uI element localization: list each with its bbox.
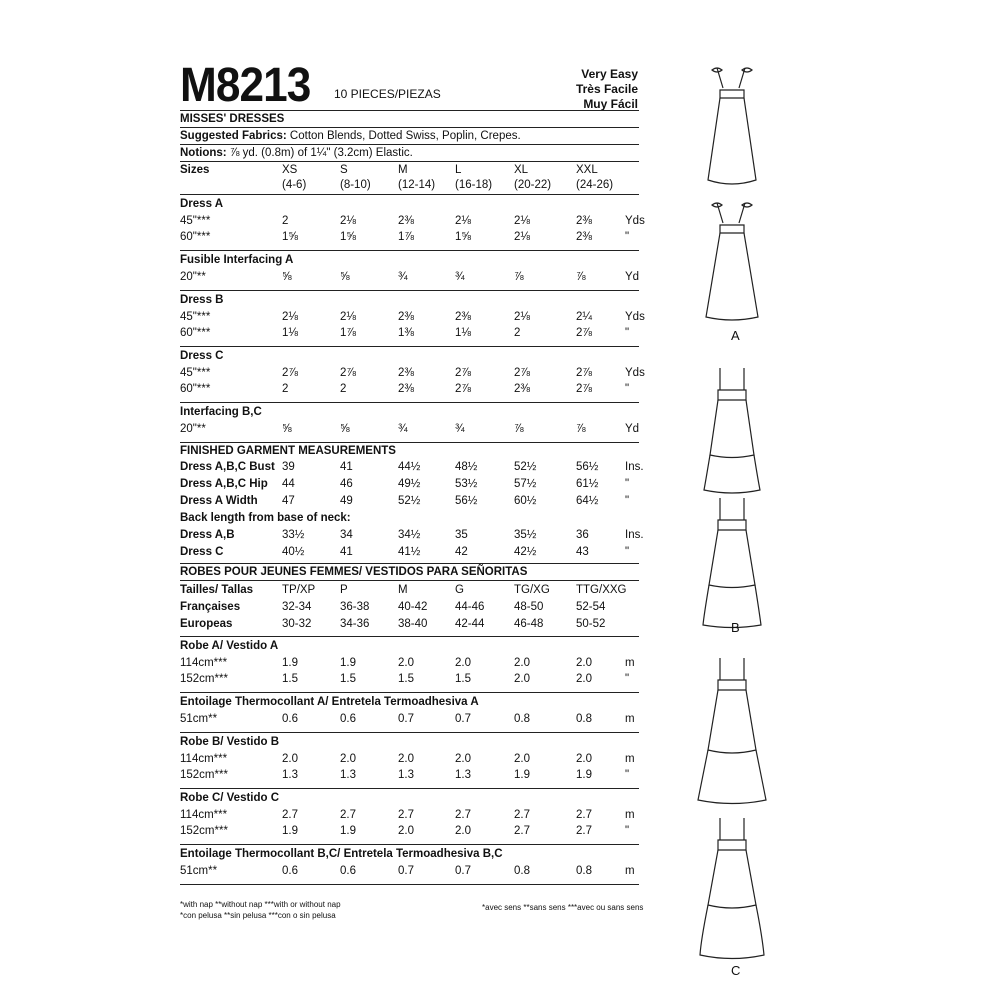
table-cell: 1.9 (282, 657, 298, 669)
divider-line (180, 580, 639, 581)
table-cell: 2.0 (455, 657, 471, 669)
table-cell: 34½ (398, 529, 421, 541)
table-cell: 2⅞ (576, 367, 592, 379)
dress-b-front-sketch (704, 368, 760, 493)
row-label: 45"*** (180, 215, 211, 227)
table-cell: TTG/XXG (576, 584, 627, 596)
dress-a-front-sketch (708, 68, 756, 184)
table-cell: M (398, 584, 408, 596)
table-cell: ⅞ (576, 271, 586, 283)
table-cell: 0.8 (514, 713, 530, 725)
divider-line (180, 127, 639, 128)
view-label-a: A (731, 328, 740, 343)
table-cell: 1⅞ (398, 231, 414, 243)
table-cell: 49½ (398, 478, 421, 490)
table-cell: 1.5 (282, 673, 298, 685)
table-cell: 40-42 (398, 601, 428, 613)
divider-line (180, 194, 639, 195)
section-title: Entoilage Thermocollant B,C/ Entretela Termoadhesiva B,C (180, 848, 503, 860)
table-cell: ⅝ (282, 423, 292, 435)
table-cell: 2⅞ (576, 383, 592, 395)
table-cell: 1.3 (340, 769, 356, 781)
table-cell: 43 (576, 546, 589, 558)
back-length-title: Back length from base of neck: (180, 512, 351, 524)
table-cell: 42-44 (455, 618, 485, 630)
table-cell: 2.7 (576, 825, 592, 837)
table-cell: 2.7 (455, 809, 471, 821)
table-cell: 2⅜ (455, 311, 471, 323)
row-label: 45"*** (180, 367, 211, 379)
table-cell: 1.9 (340, 825, 356, 837)
row-label: Dress C (180, 546, 224, 558)
fashion-illustrations (690, 60, 790, 985)
size-range: (4-6) (282, 179, 307, 191)
size-range: (20-22) (514, 179, 552, 191)
table-cell: ¾ (398, 423, 408, 435)
table-cell: 0.8 (576, 713, 592, 725)
section-title: Fusible Interfacing A (180, 254, 294, 266)
size-name: XS (282, 164, 298, 176)
pattern-title: MISSES' DRESSES (180, 113, 285, 125)
table-cell: 1⅛ (282, 327, 298, 339)
metric-title: ROBES POUR JEUNES FEMMES/ VESTIDOS PARA SEÑORITAS (180, 566, 528, 578)
table-cell: 1.3 (398, 769, 414, 781)
difficulty-en: Very Easy (581, 67, 638, 81)
view-label-b: B (731, 620, 740, 635)
section-title: Dress A (180, 198, 224, 210)
unit-cell: " (625, 478, 630, 490)
divider-line (180, 844, 639, 845)
row-label: 51cm** (180, 865, 218, 877)
table-cell: 49 (340, 495, 353, 507)
table-cell: 2⅜ (398, 383, 414, 395)
unit-cell: Ins. (625, 461, 644, 473)
table-cell: 2.0 (340, 753, 356, 765)
table-cell: 44-46 (455, 601, 485, 613)
fabrics-line: Suggested Fabrics: Cotton Blends, Dotted Swiss, Poplin, Crepes. (180, 130, 521, 142)
table-cell: 2⅜ (398, 311, 414, 323)
unit-cell: Yds (625, 311, 645, 323)
divider-line (180, 884, 639, 885)
unit-cell: m (625, 753, 635, 765)
unit-cell: " (625, 825, 630, 837)
size-range: (24-26) (576, 179, 614, 191)
unit-cell: Yds (625, 367, 645, 379)
dress-sketches (690, 60, 790, 980)
unit-cell: m (625, 865, 635, 877)
table-cell: 0.6 (282, 865, 298, 877)
table-cell: 1.3 (282, 769, 298, 781)
row-label: Dress A,B,C Bust (180, 461, 275, 473)
unit-cell: Yds (625, 215, 645, 227)
difficulty-es: Muy Fácil (583, 97, 638, 111)
pieces-count: 10 PIECES/PIEZAS (334, 87, 441, 101)
table-cell: 1⅝ (455, 231, 471, 243)
table-cell: 33½ (282, 529, 305, 541)
row-label: 60"*** (180, 327, 211, 339)
size-range: (12-14) (398, 179, 436, 191)
row-label: 152cm*** (180, 825, 228, 837)
section-title: Robe A/ Vestido A (180, 640, 279, 652)
table-cell: 1⅝ (282, 231, 298, 243)
table-cell: ¾ (398, 271, 408, 283)
dress-c-back-sketch (700, 818, 764, 959)
table-cell: 2.0 (282, 753, 298, 765)
unit-cell: m (625, 809, 635, 821)
table-cell: 2.7 (340, 809, 356, 821)
view-label-c: C (731, 963, 741, 978)
table-cell: 41 (340, 461, 353, 473)
table-cell: P (340, 584, 348, 596)
row-label: Tailles/ Tallas (180, 584, 254, 596)
table-cell: TP/XP (282, 584, 316, 596)
row-label: Dress A,B,C Hip (180, 478, 268, 490)
table-cell: 2⅛ (282, 311, 298, 323)
table-cell: ⅝ (340, 423, 350, 435)
divider-line (180, 732, 639, 733)
size-name: XL (514, 164, 529, 176)
table-cell: ⅝ (340, 271, 350, 283)
size-name: M (398, 164, 408, 176)
table-cell: ⅞ (576, 423, 586, 435)
table-cell: 1.5 (340, 673, 356, 685)
table-cell: 52½ (398, 495, 421, 507)
row-label: 51cm** (180, 713, 218, 725)
row-label: Europeas (180, 618, 233, 630)
row-label: Dress A Width (180, 495, 258, 507)
section-title: Dress C (180, 350, 224, 362)
table-cell: 0.7 (455, 865, 471, 877)
table-cell: ⅞ (514, 423, 524, 435)
table-cell: 56½ (455, 495, 478, 507)
table-cell: ¾ (455, 271, 465, 283)
table-cell: 2.0 (514, 673, 530, 685)
table-cell: 2¼ (576, 311, 592, 323)
row-label: 60"*** (180, 231, 211, 243)
finished-title: FINISHED GARMENT MEASUREMENTS (180, 445, 396, 457)
footnote-french: *avec sens **sans sens ***avec ou sans sens (482, 903, 644, 912)
row-label: 152cm*** (180, 673, 228, 685)
table-cell: 2.7 (576, 809, 592, 821)
section-title: Entoilage Thermocollant A/ Entretela Termoadhesiva A (180, 696, 479, 708)
table-cell: 1.5 (398, 673, 414, 685)
table-cell: 1⅝ (340, 231, 356, 243)
table-cell: 38-40 (398, 618, 428, 630)
table-cell: 2⅛ (514, 231, 530, 243)
unit-cell: Yd (625, 271, 640, 283)
table-cell: 1.5 (455, 673, 471, 685)
table-cell: 35 (455, 529, 468, 541)
unit-cell: " (625, 495, 630, 507)
table-cell: 2⅛ (340, 215, 356, 227)
row-label: 114cm*** (180, 657, 228, 669)
table-cell: 0.8 (576, 865, 592, 877)
table-cell: 2.7 (398, 809, 414, 821)
row-label: 114cm*** (180, 753, 228, 765)
size-range: (16-18) (455, 179, 493, 191)
table-cell: 2⅜ (576, 231, 592, 243)
table-cell: 2⅞ (282, 367, 298, 379)
divider-line (180, 110, 639, 111)
table-cell: 2.0 (576, 657, 592, 669)
table-cell: 57½ (514, 478, 537, 490)
table-cell: 36 (576, 529, 589, 541)
sizes-label: Sizes (180, 164, 210, 176)
table-cell: TG/XG (514, 584, 550, 596)
table-cell: 0.6 (340, 865, 356, 877)
table-cell: 44½ (398, 461, 421, 473)
table-cell: 2.0 (514, 753, 530, 765)
divider-line (180, 692, 639, 693)
table-cell: 52½ (514, 461, 537, 473)
table-cell: 1.9 (340, 657, 356, 669)
table-cell: 50-52 (576, 618, 606, 630)
divider-line (180, 346, 639, 347)
table-cell: 2 (282, 383, 289, 395)
table-cell: 44 (282, 478, 295, 490)
table-cell: 48½ (455, 461, 478, 473)
size-name: XXL (576, 164, 598, 176)
table-cell: 1⅜ (398, 327, 414, 339)
table-cell: 2.0 (398, 753, 414, 765)
table-cell: 2⅛ (455, 215, 471, 227)
section-title: Robe B/ Vestido B (180, 736, 280, 748)
table-cell: 41 (340, 546, 353, 558)
table-cell: 46 (340, 478, 353, 490)
table-cell: 36-38 (340, 601, 370, 613)
difficulty-fr: Très Facile (575, 82, 638, 96)
table-cell: 39 (282, 461, 295, 473)
table-cell: 48-50 (514, 601, 544, 613)
size-name: S (340, 164, 348, 176)
row-label: Dress A,B (180, 529, 235, 541)
table-cell: G (455, 584, 464, 596)
table-cell: ¾ (455, 423, 465, 435)
table-cell: 40½ (282, 546, 305, 558)
row-label: 60"*** (180, 383, 211, 395)
table-cell: ⅞ (514, 271, 524, 283)
table-cell: 2⅞ (514, 367, 530, 379)
section-title: Dress B (180, 294, 224, 306)
unit-cell: " (625, 327, 630, 339)
divider-line (180, 250, 639, 251)
table-cell: 1.9 (282, 825, 298, 837)
difficulty-block (576, 67, 638, 112)
unit-cell: " (625, 231, 630, 243)
unit-cell: " (625, 546, 630, 558)
table-cell: 0.6 (282, 713, 298, 725)
table-cell: 2.7 (514, 825, 530, 837)
section-title: Robe C/ Vestido C (180, 792, 280, 804)
table-cell: 2.0 (576, 673, 592, 685)
table-cell: 2 (514, 327, 521, 339)
table-cell: 2⅛ (340, 311, 356, 323)
row-label: 45"*** (180, 311, 211, 323)
row-label: 20"** (180, 423, 206, 435)
table-cell: 2⅞ (576, 327, 592, 339)
table-cell: 53½ (455, 478, 478, 490)
table-cell: 2 (340, 383, 347, 395)
dress-c-front-sketch (698, 658, 766, 804)
table-cell: 42 (455, 546, 468, 558)
table-cell: 1.9 (514, 769, 530, 781)
section-title: Interfacing B,C (180, 406, 262, 418)
table-cell: 35½ (514, 529, 537, 541)
table-cell: 56½ (576, 461, 599, 473)
table-cell: 41½ (398, 546, 421, 558)
table-cell: 0.8 (514, 865, 530, 877)
size-range: (8-10) (340, 179, 371, 191)
unit-cell: Yd (625, 423, 640, 435)
table-cell: 2⅞ (340, 367, 356, 379)
table-cell: 2.0 (398, 825, 414, 837)
unit-cell: m (625, 657, 635, 669)
table-cell: 2.0 (398, 657, 414, 669)
notions-line: Notions: ⅞ yd. (0.8m) of 1¼" (3.2cm) Elastic. (180, 147, 413, 159)
table-cell: 0.7 (455, 713, 471, 725)
table-cell: 2.0 (576, 753, 592, 765)
table-cell: 32-34 (282, 601, 312, 613)
table-cell: 61½ (576, 478, 599, 490)
divider-line (180, 442, 639, 443)
footnote-spanish: *con pelusa **sin pelusa ***con o sin pelusa (180, 911, 336, 920)
table-cell: 47 (282, 495, 295, 507)
table-cell: 2⅞ (455, 383, 471, 395)
table-cell: 2.0 (455, 825, 471, 837)
divider-line (180, 161, 639, 162)
table-cell: 2.7 (514, 809, 530, 821)
divider-line (180, 636, 639, 637)
table-cell: 64½ (576, 495, 599, 507)
table-cell: 2⅜ (514, 383, 530, 395)
table-cell: 2.0 (514, 657, 530, 669)
divider-line (180, 402, 639, 403)
table-cell: 0.6 (340, 713, 356, 725)
table-cell: 0.7 (398, 713, 414, 725)
table-cell: 34 (340, 529, 353, 541)
table-cell: 1⅞ (340, 327, 356, 339)
table-cell: 30-32 (282, 618, 312, 630)
table-cell: 46-48 (514, 618, 544, 630)
dress-b-back-sketch (703, 498, 761, 628)
divider-line (180, 144, 639, 145)
unit-cell: " (625, 769, 630, 781)
divider-line (180, 290, 639, 291)
row-label: 20"** (180, 271, 206, 283)
table-cell: 2⅜ (398, 367, 414, 379)
unit-cell: " (625, 383, 630, 395)
table-cell: 1.3 (455, 769, 471, 781)
row-label: 114cm*** (180, 809, 228, 821)
dress-a-back-sketch (706, 203, 758, 320)
table-cell: 1⅛ (455, 327, 471, 339)
divider-line (180, 788, 639, 789)
table-cell: ⅝ (282, 271, 292, 283)
divider-line (180, 563, 639, 564)
table-cell: 34-36 (340, 618, 370, 630)
table-cell: 2.7 (282, 809, 298, 821)
table-cell: 2⅜ (398, 215, 414, 227)
unit-cell: m (625, 713, 635, 725)
size-name: L (455, 164, 462, 176)
table-cell: 2⅛ (514, 311, 530, 323)
row-label: Françaises (180, 601, 241, 613)
table-cell: 2.0 (455, 753, 471, 765)
pattern-number: M8213 (180, 59, 311, 112)
footnote-english: *with nap **without nap ***with or without nap (180, 900, 341, 909)
unit-cell: " (625, 673, 630, 685)
table-cell: 2⅜ (576, 215, 592, 227)
table-cell: 42½ (514, 546, 537, 558)
table-cell: 1.9 (576, 769, 592, 781)
table-cell: 2⅞ (455, 367, 471, 379)
table-cell: 52-54 (576, 601, 606, 613)
table-cell: 2⅛ (514, 215, 530, 227)
row-label: 152cm*** (180, 769, 228, 781)
table-cell: 60½ (514, 495, 537, 507)
table-cell: 2 (282, 215, 289, 227)
unit-cell: Ins. (625, 529, 644, 541)
table-cell: 0.7 (398, 865, 414, 877)
